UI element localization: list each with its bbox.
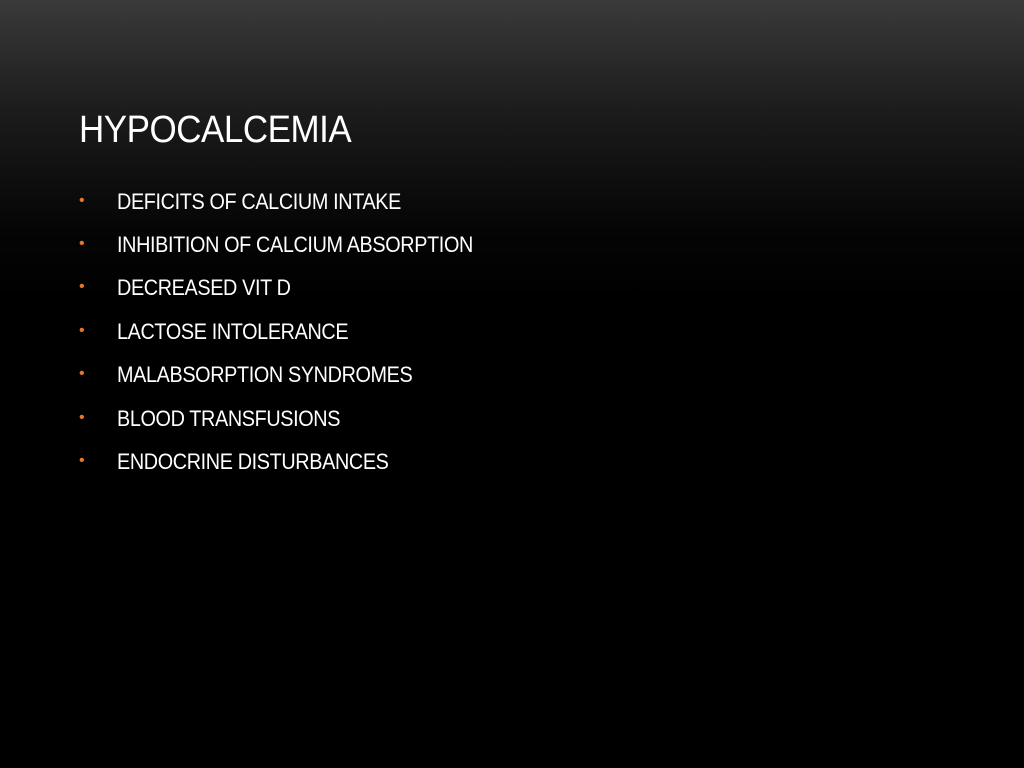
bullet-text: MALABSORPTION SYNDROMES: [117, 362, 413, 388]
bullet-item: [79, 267, 512, 310]
bullet-dot-icon: •: [79, 408, 85, 426]
bullet-text: DEFICITS OF CALCIUM INTAKE: [117, 188, 402, 214]
bullet-text: DECREASED VIT D: [117, 275, 291, 301]
bullet-dot-icon: •: [79, 191, 85, 209]
bullet-item: [79, 310, 512, 353]
bullet-item: [79, 440, 512, 483]
bullet-item: [79, 180, 512, 223]
bullet-dot-icon: •: [79, 235, 85, 253]
bullet-item: [79, 223, 512, 266]
bullet-text: ENDOCRINE DISTURBANCES: [117, 449, 389, 475]
bullet-item: [79, 397, 512, 440]
bullet-text: LACTOSE INTOLERANCE: [117, 318, 349, 344]
bullet-text: INHIBITION OF CALCIUM ABSORPTION: [117, 232, 473, 258]
bullet-dot-icon: •: [79, 321, 85, 339]
slide-title: HYPOCALCEMIA: [79, 109, 352, 151]
bullet-list: [79, 180, 512, 484]
bullet-dot-icon: •: [79, 452, 85, 470]
bullet-dot-icon: •: [79, 365, 85, 383]
bullet-text: BLOOD TRANSFUSIONS: [117, 405, 341, 431]
bullet-dot-icon: •: [79, 278, 85, 296]
bullet-item: [79, 354, 512, 397]
